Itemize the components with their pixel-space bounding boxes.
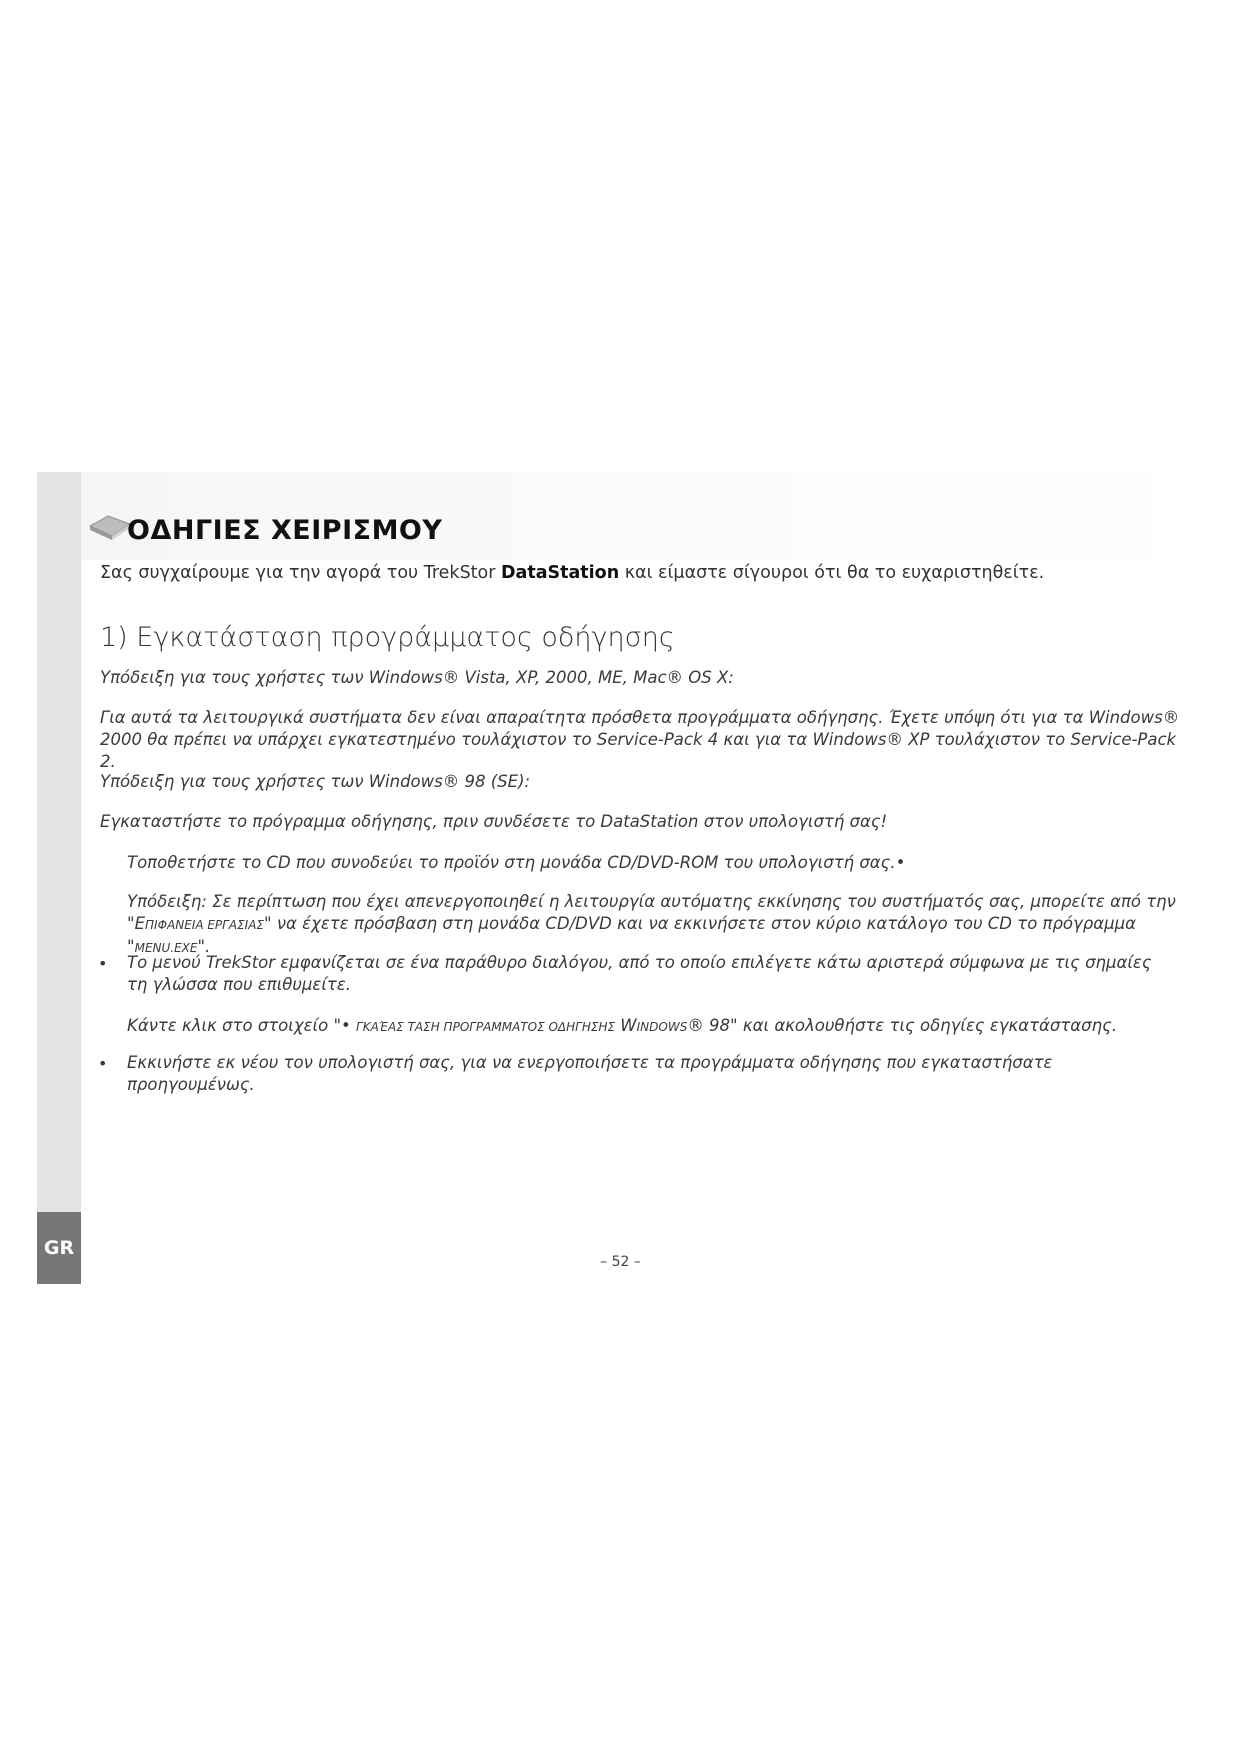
- autorun-quote-open: "Ε: [127, 914, 146, 933]
- hint-98: Υπόδειξη για τους χρήστες των Windows® 98 (SE):: [100, 772, 531, 791]
- step-menu: Το μενού TrekStor εμφανίζεται σε ένα παράθυρο διαλόγου, από το οποίο επιλέγετε κάτω αριστερά σύμφωνα με τις σημαίες τη γλώσσα που επιθυμείτε.: [127, 953, 1152, 994]
- page-number: – 52 –: [600, 1254, 641, 1270]
- click-item-windows: INDOWS: [636, 1020, 688, 1034]
- autorun-middle: " να έχετε πρόσβαση στη μονάδα CD/DVD και να εκκινήσετε στον κύριο κατάλογο του CD το πρόγραμμα ": [127, 914, 1137, 956]
- desktop-label: ΠΙΦΑΝΕΙΑ ΕΡΓΑΣΙΑΣ: [145, 918, 264, 932]
- side-bar: [37, 472, 81, 1284]
- intro-after: και είμαστε σίγουροι ότι θα το ευχαριστηθείτε.: [619, 563, 1045, 583]
- autorun-quote-close: ".: [197, 937, 211, 956]
- click-after: ® 98" και ακολουθήστε τις οδηγίες εγκατάστασης.: [687, 1016, 1118, 1035]
- product-name: DataStation: [501, 563, 620, 583]
- hint-vista: Υπόδειξη για τους χρήστες των Windows® Vista, XP, 2000, ME, Mac® OS X:: [100, 668, 734, 687]
- step-insert-cd: Τοποθετήστε το CD που συνοδεύει το προϊόν στη μονάδα CD/DVD-ROM του υπολογιστή σας.•: [127, 853, 906, 872]
- bullet: •: [98, 954, 108, 973]
- menu-exe-label: MENU.EXE: [134, 941, 198, 955]
- intro-text: [100, 563, 1044, 583]
- bullet: •: [98, 1054, 108, 1073]
- book-icon: [88, 512, 132, 544]
- click-item-small: ΓΚΑΈΑΣ ΤΑΣΗ ΠΡΟΓΡΑΜΜΑΤΟΣ ΟΔΗΓΗΣΗΣ: [356, 1020, 616, 1034]
- click-item-w: W: [615, 1016, 637, 1035]
- para-no-drivers: Για αυτά τα λειτουργικά συστήματα δεν είναι απαραίτητα πρόσθετα προγράμματα οδήγησης. Έχετε υπόψη ότι για τα Windows® 2000 θα πρέπει να υπάρχει εγκατεστημένο τουλάχιστον το Service-Pack 4 και για τα Windows® XP τουλάχιστον το Service-Pack 2.: [100, 708, 1180, 771]
- install-before-connect: Εγκαταστήστε το πρόγραμμα οδήγησης, πριν συνδέσετε το DataStation στον υπολογιστή σας!: [100, 812, 888, 831]
- page-title: ΟΔΗΓΙΕΣ ΧΕΙΡΙΣΜΟΥ: [127, 515, 443, 546]
- click-before: Κάντε κλικ στο στοιχείο "•: [127, 1016, 357, 1035]
- intro-before: Σας συγχαίρουμε για την αγορά του TrekStor: [100, 563, 502, 583]
- section-title: 1) Εγκατάσταση προγράμματος οδήγησης: [100, 622, 675, 653]
- step-restart: Εκκινήστε εκ νέου τον υπολογιστή σας, για να ενεργοποιήσετε τα προγράμματα οδήγησης που εγκαταστήσατε προηγουμένως.: [127, 1053, 1053, 1094]
- step-click: [127, 1015, 1177, 1038]
- language-tab: GR: [37, 1212, 81, 1284]
- autorun-line1: Υπόδειξη: Σε περίπτωση που έχει απενεργοποιηθεί η λειτουργία αυτόματης εκκίνησης του συστήματός σας, μπορείτε από την: [127, 892, 1176, 911]
- step-autorun: [127, 891, 1177, 959]
